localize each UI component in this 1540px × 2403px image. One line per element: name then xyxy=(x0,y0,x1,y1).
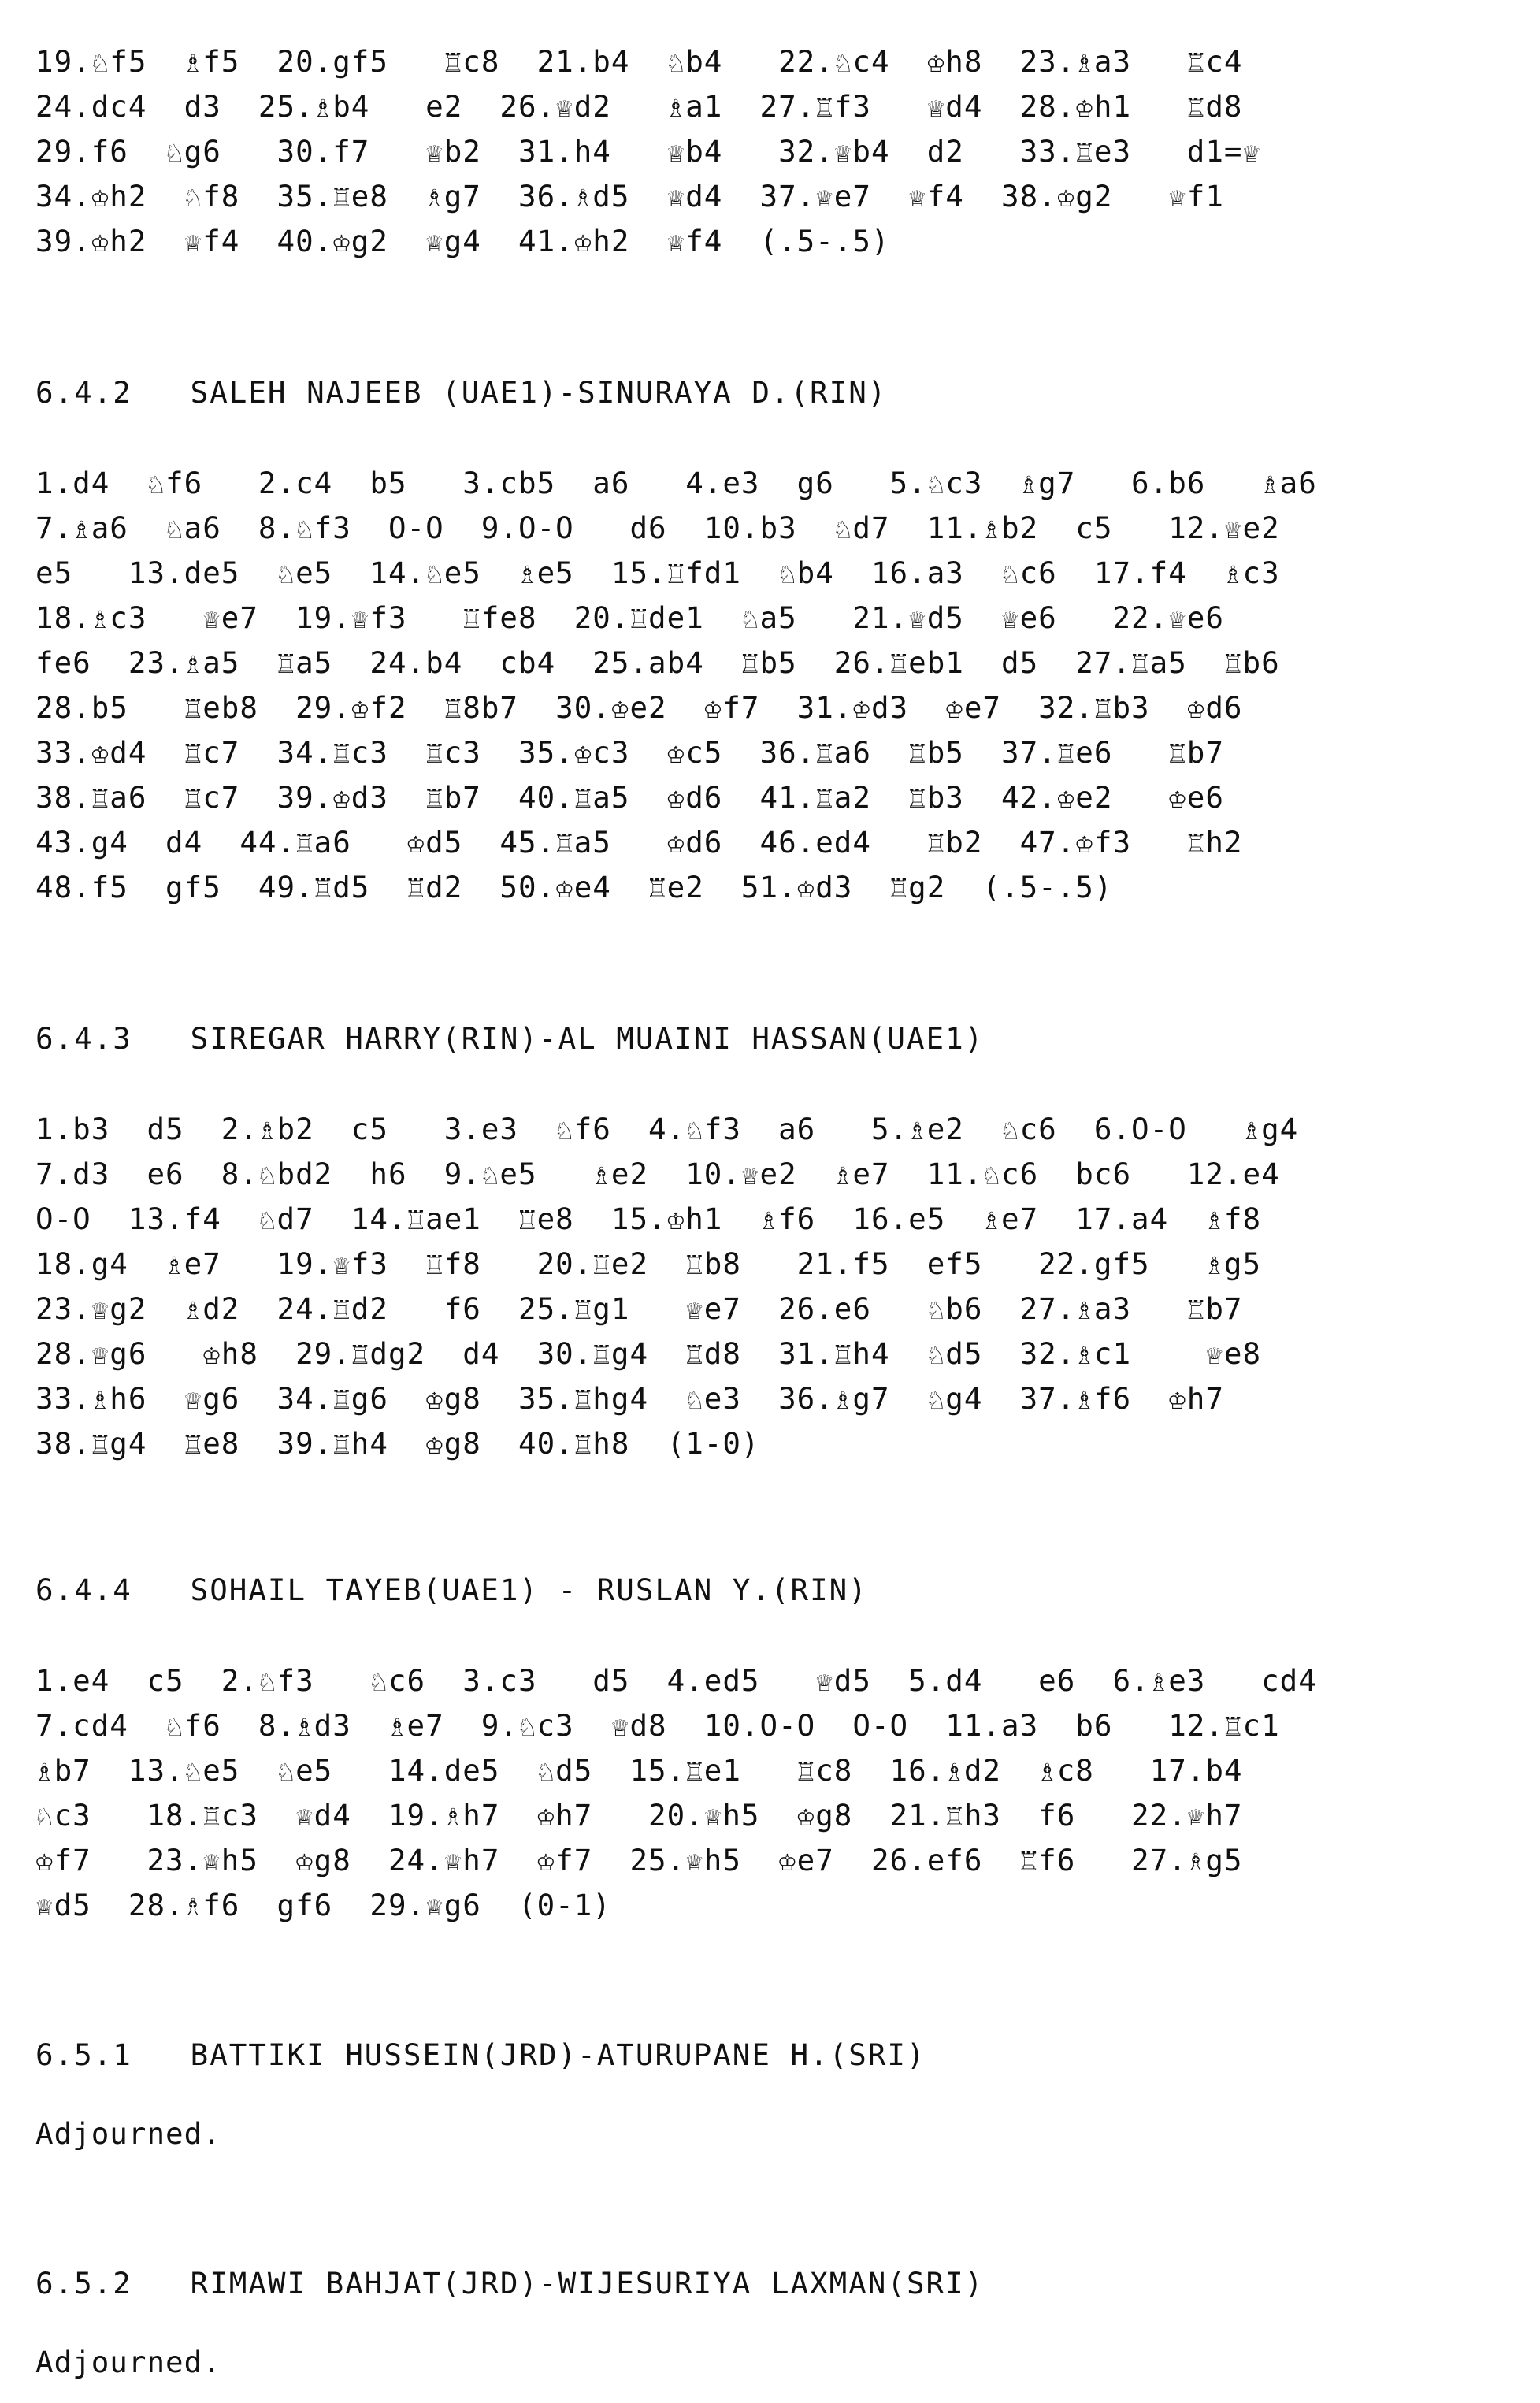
game-line: 19.♘f5 ♗f5 20.gf5 ♖c8 21.b4 ♘b4 22.♘c4 ♔h8 23.♗a3 ♖c4 xyxy=(35,44,1243,79)
game-line: 33.♗h6 ♕g6 34.♖g6 ♔g8 35.♖hg4 ♘e3 36.♗g7 ♘g4 37.♗f6 ♔h7 xyxy=(35,1381,1224,1416)
game-line: 18.♗c3 ♕e7 19.♕f3 ♖fe8 20.♖de1 ♘a5 21.♕d5 ♕e6 22.♕e6 xyxy=(35,600,1224,635)
game-line: 24.dc4 d3 25.♗b4 e2 26.♕d2 ♗a1 27.♖f3 ♕d4 28.♔h1 ♖d8 xyxy=(35,89,1243,124)
game-line: ♗b7 13.♘e5 ♘e5 14.de5 ♘d5 15.♖e1 ♖c8 16.♗d2 ♗c8 17.b4 xyxy=(35,1753,1243,1788)
game-heading: 6.5.1 BATTIKI HUSSEIN(JRD)-ATURUPANE H.(SRI) xyxy=(35,2037,926,2072)
game-line: 1.e4 c5 2.♘f3 ♘c6 3.c3 d5 4.ed5 ♕d5 5.d4 e6 6.♗e3 cd4 xyxy=(35,1663,1317,1698)
game-line: 38.♖a6 ♖c7 39.♔d3 ♖b7 40.♖a5 ♔d6 41.♖a2 ♖b3 42.♔e2 ♔e6 xyxy=(35,780,1224,815)
game-line: 48.f5 gf5 49.♖d5 ♖d2 50.♔e4 ♖e2 51.♔d3 ♖g2 (.5-.5) xyxy=(35,870,1113,904)
game-line: 29.f6 ♘g6 30.f7 ♕b2 31.h4 ♕b4 32.♕b4 d2 33.♖e3 d1=♕ xyxy=(35,134,1262,169)
game-line: 23.♕g2 ♗d2 24.♖d2 f6 25.♖g1 ♕e7 26.e6 ♘b6 27.♗a3 ♖b7 xyxy=(35,1291,1243,1326)
game-line: fe6 23.♗a5 ♖a5 24.b4 cb4 25.ab4 ♖b5 26.♖eb1 d5 27.♖a5 ♖b6 xyxy=(35,645,1280,680)
game-heading: 6.4.2 SALEH NAJEEB (UAE1)-SINURAYA D.(RIN) xyxy=(35,375,888,410)
game-line: 33.♔d4 ♖c7 34.♖c3 ♖c3 35.♔c3 ♔c5 36.♖a6 ♖b5 37.♖e6 ♖b7 xyxy=(35,735,1224,770)
game-line: O-O 13.f4 ♘d7 14.♖ae1 ♖e8 15.♔h1 ♗f6 16.e5 ♗e7 17.a4 ♗f8 xyxy=(35,1202,1262,1236)
game-line: 28.b5 ♖eb8 29.♔f2 ♖8b7 30.♔e2 ♔f7 31.♔d3 ♔e7 32.♖b3 ♔d6 xyxy=(35,690,1243,725)
game-status: Adjourned. xyxy=(35,2345,221,2379)
game-line: ♔f7 23.♕h5 ♔g8 24.♕h7 ♔f7 25.♕h5 ♔e7 26.ef6 ♖f6 27.♗g5 xyxy=(35,1843,1243,1877)
game-line: 18.g4 ♗e7 19.♕f3 ♖f8 20.♖e2 ♖b8 21.f5 ef5 22.gf5 ♗g5 xyxy=(35,1246,1262,1281)
game-line: 7.d3 e6 8.♘bd2 h6 9.♘e5 ♗e2 10.♕e2 ♗e7 11.♘c6 bc6 12.e4 xyxy=(35,1157,1280,1191)
game-line: 38.♖g4 ♖e8 39.♖h4 ♔g8 40.♖h8 (1-0) xyxy=(35,1426,760,1461)
game-line: e5 13.de5 ♘e5 14.♘e5 ♗e5 15.♖fd1 ♘b4 16.a3 ♘c6 17.f4 ♗c3 xyxy=(35,555,1280,590)
game-line: 7.cd4 ♘f6 8.♗d3 ♗e7 9.♘c3 ♕d8 10.O-O O-O 11.a3 b6 12.♖c1 xyxy=(35,1708,1280,1743)
game-heading: 6.5.2 RIMAWI BAHJAT(JRD)-WIJESURIYA LAXMAN(SRI) xyxy=(35,2266,985,2301)
game-status: Adjourned. xyxy=(35,2116,221,2151)
game-line: 43.g4 d4 44.♖a6 ♔d5 45.♖a5 ♔d6 46.ed4 ♖b2 47.♔f3 ♖h2 xyxy=(35,825,1243,860)
game-line: 1.d4 ♘f6 2.c4 b5 3.cb5 a6 4.e3 g6 5.♘c3 ♗g7 6.b6 ♗a6 xyxy=(35,466,1317,500)
game-heading: 6.4.4 SOHAIL TAYEB(UAE1) - RUSLAN Y.(RIN) xyxy=(35,1573,868,1607)
game-line: ♕d5 28.♗f6 gf6 29.♕g6 (0-1) xyxy=(35,1888,611,1922)
game-line: ♘c3 18.♖c3 ♕d4 19.♗h7 ♔h7 20.♕h5 ♔g8 21.♖h3 f6 22.♕h7 xyxy=(35,1798,1243,1833)
game-line: 34.♔h2 ♘f8 35.♖e8 ♗g7 36.♗d5 ♕d4 37.♕e7 ♕f4 38.♔g2 ♕f1 xyxy=(35,179,1224,214)
game-line: 28.♕g6 ♔h8 29.♖dg2 d4 30.♖g4 ♖d8 31.♖h4 ♘d5 32.♗c1 ♕e8 xyxy=(35,1336,1262,1371)
game-line: 1.b3 d5 2.♗b2 c5 3.e3 ♘f6 4.♘f3 a6 5.♗e2 ♘c6 6.O-O ♗g4 xyxy=(35,1112,1299,1146)
game-line: 39.♔h2 ♕f4 40.♔g2 ♕g4 41.♔h2 ♕f4 (.5-.5) xyxy=(35,224,890,258)
game-line: 7.♗a6 ♘a6 8.♘f3 O-O 9.O-O d6 10.b3 ♘d7 11.♗b2 c5 12.♕e2 xyxy=(35,511,1280,545)
game-heading: 6.4.3 SIREGAR HARRY(RIN)-AL MUAINI HASSAN(UAE1) xyxy=(35,1021,985,1056)
